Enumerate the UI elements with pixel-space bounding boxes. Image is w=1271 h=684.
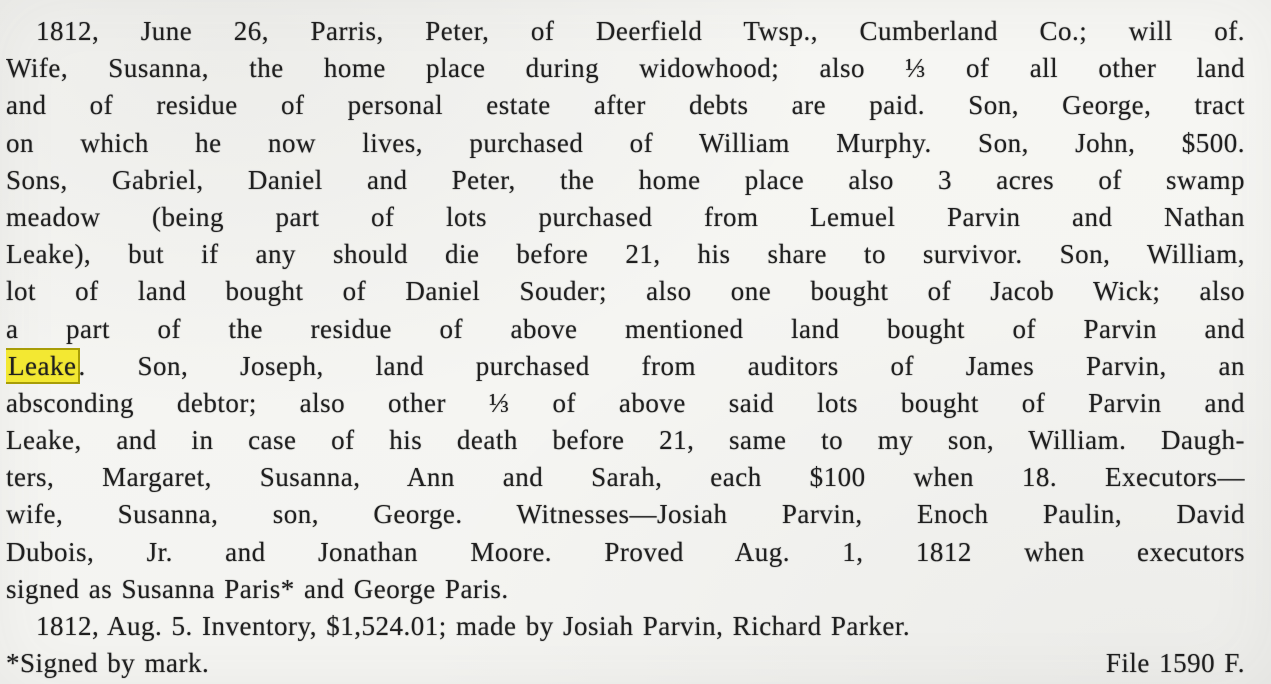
document-lines xyxy=(6,13,1245,645)
text-segment: Sons, Gabriel, Daniel and Peter, the home place also 3 acres of swamp xyxy=(6,164,1245,195)
text-segment: Wife, Susanna, the home place during widowhood; also ⅓ of all other land xyxy=(6,53,1245,84)
text-segment: ters, Margaret, Susanna, Ann and Sarah, each $100 when 18. Executors— xyxy=(6,462,1245,493)
text-line xyxy=(6,608,1245,645)
text-segment: Leake), but if any should die before 21, his share to survivor. Son, William, xyxy=(6,239,1245,270)
text-line xyxy=(6,385,1245,422)
text-segment: and of residue of personal estate after debts are paid. Son, George, tract xyxy=(6,90,1245,121)
text-line xyxy=(6,571,1245,608)
text-segment: 1812, Aug. 5. Inventory, $1,524.01; made by Josiah Parvin, Richard Parker. xyxy=(36,611,911,641)
text-segment: a part of the residue of above mentioned land bought of Parvin and xyxy=(6,313,1245,344)
text-line xyxy=(6,534,1245,571)
text-line xyxy=(6,162,1245,199)
text-line xyxy=(6,125,1245,162)
text-line xyxy=(6,311,1245,348)
file-number: File 1590 F. xyxy=(1105,648,1245,679)
text-segment: . Son, Joseph, land purchased from auditors of James Parvin, an xyxy=(78,350,1245,381)
text-segment: 1812, June 26, Parris, Peter, of Deerfield Twsp., Cumberland Co.; will of. xyxy=(36,16,1245,46)
text-segment: Leake, and in case of his death before 21, same to my son, William. Daugh- xyxy=(6,425,1245,456)
text-line xyxy=(6,348,1245,385)
text-segment: on which he now lives, purchased of William Murphy. Son, John, $500. xyxy=(6,127,1245,158)
text-line xyxy=(6,273,1245,310)
text-line xyxy=(6,199,1245,236)
text-line xyxy=(6,87,1245,124)
text-segment: wife, Susanna, son, George. Witnesses—Josiah Parvin, Enoch Paulin, David xyxy=(6,499,1245,530)
text-segment: lot of land bought of Daniel Souder; also one bought of Jacob Wick; also xyxy=(6,276,1245,307)
text-segment: meadow (being part of lots purchased from Lemuel Parvin and Nathan xyxy=(6,201,1245,232)
document-footer-line xyxy=(6,645,1245,682)
text-line xyxy=(6,236,1245,273)
text-line xyxy=(6,459,1245,496)
text-line xyxy=(6,50,1245,87)
text-line xyxy=(6,496,1245,533)
search-highlight: Leake xyxy=(8,350,77,381)
text-segment: Dubois, Jr. and Jonathan Moore. Proved Aug. 1, 1812 when executors xyxy=(6,536,1245,567)
text-segment: signed as Susanna Paris* and George Paris. xyxy=(6,573,509,604)
text-line xyxy=(6,422,1245,459)
signed-by-mark-note: *Signed by mark. xyxy=(6,648,210,679)
text-line xyxy=(6,13,1245,50)
text-segment: absconding debtor; also other ⅓ of above said lots bought of Parvin and xyxy=(6,387,1245,418)
